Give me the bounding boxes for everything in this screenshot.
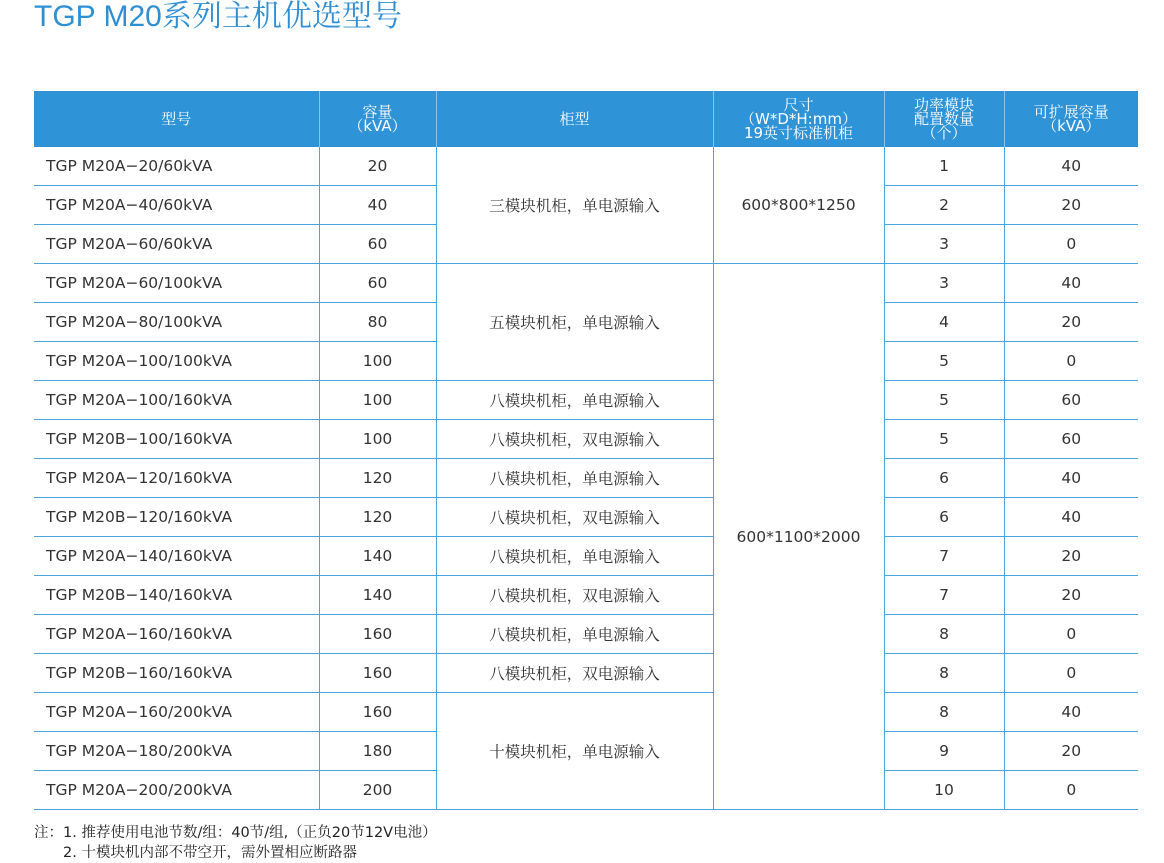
modules-cell: 5 bbox=[884, 342, 1004, 381]
model-cell: TGP M20B−100/160kVA bbox=[34, 420, 319, 459]
modules-cell: 6 bbox=[884, 459, 1004, 498]
header-expandable: 可扩展容量 （kVA） bbox=[1004, 91, 1138, 147]
capacity-cell: 20 bbox=[319, 147, 436, 186]
expandable-cell: 20 bbox=[1004, 576, 1138, 615]
modules-cell: 5 bbox=[884, 381, 1004, 420]
capacity-cell: 140 bbox=[319, 576, 436, 615]
model-cell: TGP M20A−160/200kVA bbox=[34, 693, 319, 732]
modules-cell: 4 bbox=[884, 303, 1004, 342]
table-row bbox=[34, 264, 1138, 303]
model-spec-table bbox=[34, 91, 1138, 810]
expandable-cell: 40 bbox=[1004, 693, 1138, 732]
expandable-cell: 0 bbox=[1004, 225, 1138, 264]
capacity-cell: 100 bbox=[319, 381, 436, 420]
table-row bbox=[34, 420, 1138, 459]
modules-cell: 8 bbox=[884, 615, 1004, 654]
model-cell: TGP M20A−20/60kVA bbox=[34, 147, 319, 186]
capacity-cell: 180 bbox=[319, 732, 436, 771]
model-cell: TGP M20A−60/60kVA bbox=[34, 225, 319, 264]
header-capacity: 容量 （kVA） bbox=[319, 91, 436, 147]
expandable-cell: 0 bbox=[1004, 771, 1138, 810]
expandable-cell: 40 bbox=[1004, 459, 1138, 498]
size-cell: 600*800*1250 bbox=[713, 147, 884, 264]
modules-cell: 1 bbox=[884, 147, 1004, 186]
expandable-cell: 20 bbox=[1004, 186, 1138, 225]
model-cell: TGP M20A−160/160kVA bbox=[34, 615, 319, 654]
capacity-cell: 40 bbox=[319, 186, 436, 225]
modules-cell: 3 bbox=[884, 225, 1004, 264]
modules-cell: 8 bbox=[884, 693, 1004, 732]
modules-cell: 3 bbox=[884, 264, 1004, 303]
modules-cell: 8 bbox=[884, 654, 1004, 693]
table-row bbox=[34, 615, 1138, 654]
modules-cell: 10 bbox=[884, 771, 1004, 810]
page-title: TGP M20系列主机优选型号 bbox=[34, 0, 402, 33]
model-cell: TGP M20B−120/160kVA bbox=[34, 498, 319, 537]
cabinet-cell: 八模块机柜，双电源输入 bbox=[436, 498, 713, 537]
capacity-cell: 120 bbox=[319, 459, 436, 498]
expandable-cell: 60 bbox=[1004, 381, 1138, 420]
cabinet-cell: 五模块机柜，单电源输入 bbox=[436, 264, 713, 381]
capacity-cell: 160 bbox=[319, 654, 436, 693]
table-row bbox=[34, 537, 1138, 576]
table-row bbox=[34, 498, 1138, 537]
model-cell: TGP M20A−60/100kVA bbox=[34, 264, 319, 303]
table-row bbox=[34, 459, 1138, 498]
header-model: 型号 bbox=[34, 91, 319, 147]
size-cell: 600*1100*2000 bbox=[713, 264, 884, 810]
expandable-cell: 40 bbox=[1004, 147, 1138, 186]
cabinet-cell: 八模块机柜，单电源输入 bbox=[436, 537, 713, 576]
expandable-cell: 20 bbox=[1004, 537, 1138, 576]
capacity-cell: 100 bbox=[319, 342, 436, 381]
cabinet-cell: 八模块机柜，双电源输入 bbox=[436, 576, 713, 615]
modules-cell: 6 bbox=[884, 498, 1004, 537]
model-cell: TGP M20A−100/100kVA bbox=[34, 342, 319, 381]
capacity-cell: 120 bbox=[319, 498, 436, 537]
footnotes bbox=[34, 823, 437, 863]
capacity-cell: 60 bbox=[319, 264, 436, 303]
header-modules: 功率模块 配置数量 （个） bbox=[884, 91, 1004, 147]
cabinet-cell: 八模块机柜，单电源输入 bbox=[436, 459, 713, 498]
expandable-cell: 20 bbox=[1004, 303, 1138, 342]
model-cell: TGP M20B−160/160kVA bbox=[34, 654, 319, 693]
model-cell: TGP M20B−140/160kVA bbox=[34, 576, 319, 615]
capacity-cell: 60 bbox=[319, 225, 436, 264]
table-row bbox=[34, 693, 1138, 732]
cabinet-cell: 八模块机柜，双电源输入 bbox=[436, 420, 713, 459]
table-row bbox=[34, 381, 1138, 420]
capacity-cell: 100 bbox=[319, 420, 436, 459]
header-size: 尺寸 （W*D*H:mm） 19英寸标准机柜 bbox=[713, 91, 884, 147]
modules-cell: 7 bbox=[884, 537, 1004, 576]
model-cell: TGP M20A−140/160kVA bbox=[34, 537, 319, 576]
expandable-cell: 40 bbox=[1004, 498, 1138, 537]
expandable-cell: 0 bbox=[1004, 615, 1138, 654]
footnote-1: 注：1. 推荐使用电池节数/组：40节/组,（正负20节12V电池） bbox=[34, 825, 437, 841]
cabinet-cell: 三模块机柜，单电源输入 bbox=[436, 147, 713, 264]
model-cell: TGP M20A−80/100kVA bbox=[34, 303, 319, 342]
expandable-cell: 0 bbox=[1004, 342, 1138, 381]
capacity-cell: 200 bbox=[319, 771, 436, 810]
capacity-cell: 80 bbox=[319, 303, 436, 342]
footnote-2: 2. 十模块机内部不带空开，需外置相应断路器 bbox=[63, 845, 357, 861]
cabinet-cell: 八模块机柜，单电源输入 bbox=[436, 381, 713, 420]
expandable-cell: 40 bbox=[1004, 264, 1138, 303]
modules-cell: 9 bbox=[884, 732, 1004, 771]
modules-cell: 7 bbox=[884, 576, 1004, 615]
capacity-cell: 160 bbox=[319, 693, 436, 732]
modules-cell: 5 bbox=[884, 420, 1004, 459]
table-row bbox=[34, 576, 1138, 615]
expandable-cell: 20 bbox=[1004, 732, 1138, 771]
header-cabinet: 柜型 bbox=[436, 91, 713, 147]
cabinet-cell: 八模块机柜，双电源输入 bbox=[436, 654, 713, 693]
table-row bbox=[34, 654, 1138, 693]
cabinet-cell: 八模块机柜，单电源输入 bbox=[436, 615, 713, 654]
model-cell: TGP M20A−40/60kVA bbox=[34, 186, 319, 225]
modules-cell: 2 bbox=[884, 186, 1004, 225]
model-cell: TGP M20A−100/160kVA bbox=[34, 381, 319, 420]
model-cell: TGP M20A−200/200kVA bbox=[34, 771, 319, 810]
capacity-cell: 140 bbox=[319, 537, 436, 576]
table-header-row bbox=[34, 91, 1138, 147]
cabinet-cell: 十模块机柜，单电源输入 bbox=[436, 693, 713, 810]
model-cell: TGP M20A−180/200kVA bbox=[34, 732, 319, 771]
model-cell: TGP M20A−120/160kVA bbox=[34, 459, 319, 498]
table-row bbox=[34, 147, 1138, 186]
expandable-cell: 60 bbox=[1004, 420, 1138, 459]
capacity-cell: 160 bbox=[319, 615, 436, 654]
expandable-cell: 0 bbox=[1004, 654, 1138, 693]
